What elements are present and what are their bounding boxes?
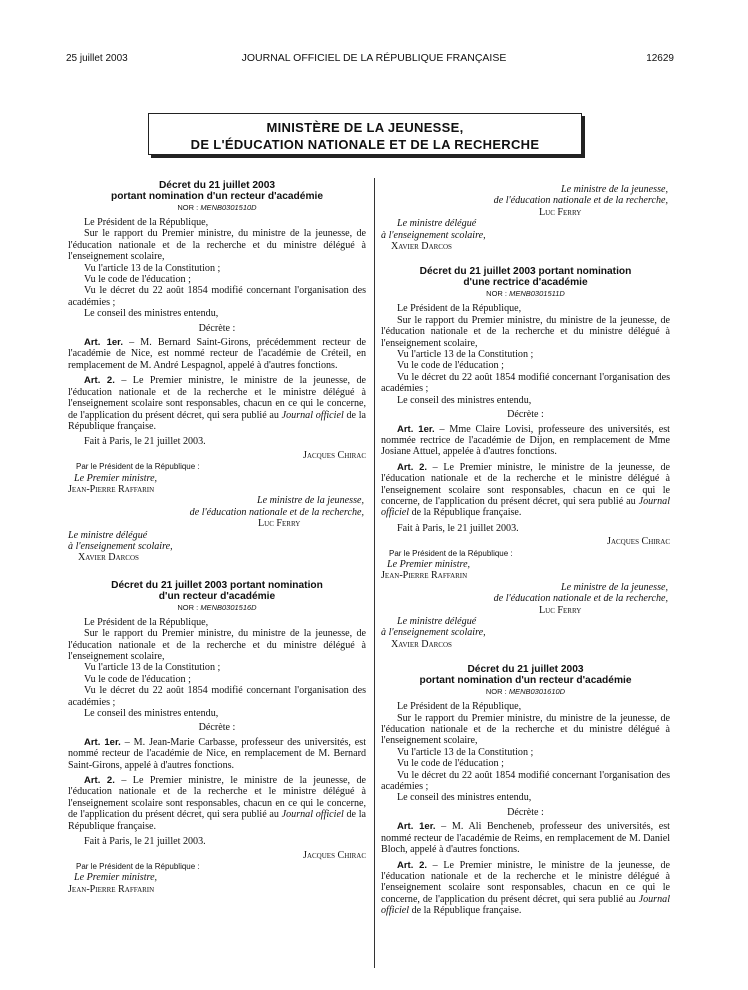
decrete-line: Décrète : [507,806,544,818]
article-1: Art. 1er. – M. Bernard Saint-Girons, précédemment recteur de l'académie de Nice, est nommé recteur de l'académie de Créteil, en remplacement de M. André Lespagnol, appelé à d'autres fonctions. [68,337,366,371]
decree-title: Décret du 21 juillet 2003 [158,180,276,191]
vu-decret: Vu le décret du 22 août 1854 modifié concernant l'organisation des académies ; [381,769,670,793]
delegate-title-1: Le ministre délégué [68,529,148,541]
fait-line: Fait à Paris, le 21 juillet 2003. [84,436,206,448]
decree-4 [381,664,670,916]
article-1: Art. 1er. – Mme Claire Lovisi, professeure des universités, est nommée rectrice de l'académie de Dijon, en remplacement de Mme Josiane Attuel, appelée à d'autres fonctions. [381,423,670,458]
delegate-title-2: à l'enseignement scolaire, [381,627,486,639]
decree-3 [381,266,670,650]
decrete-line: Décrète : [198,322,236,334]
decree-title: Décret du 21 juillet 2003 [467,664,584,676]
ministry-box [148,113,582,155]
decree-2-signatures [381,184,670,252]
article-1: Art. 1er. – M. Ali Bencheneb, professeur des universités, est nommé recteur de l'académie de Reims, en remplacement de M. Daniel Bloch, appelé à d'autres fonctions. [381,821,670,856]
vu-decret: Vu le décret du 22 août 1854 modifié concernant l'organisation des académies ; [381,371,670,395]
vu-code: Vu le code de l'éducation ; [397,758,504,770]
ministry-line-1: MINISTÈRE DE LA JEUNESSE, [266,120,464,135]
president-line: Le Président de la République, [84,616,209,628]
nor-reference: NOR : MENB0301516D [177,602,257,612]
header-title: JOURNAL OFFICIEL DE LA RÉPUBLIQUE FRANÇAISE [241,52,507,64]
conseil-line: Le conseil des ministres entendu, [84,308,219,320]
delegate-name: Xavier Darcos [78,552,139,564]
column-divider [374,178,375,968]
vu-decret: Vu le décret du 22 août 1854 modifié concernant l'organisation des académies ; [68,285,366,308]
fait-line: Fait à Paris, le 21 juillet 2003. [84,836,206,848]
decree-title: Décret du 21 juillet 2003 portant nomination [419,266,632,278]
minister-name: Luc Ferry [539,604,582,616]
pm-name: Jean-Pierre Raffarin [381,570,468,582]
pm-title: Le Premier ministre, [387,558,471,570]
decree-1 [68,180,366,564]
minister-title-2: de l'éducation nationale et de la recherche, [189,506,364,518]
decree-subtitle: d'une rectrice d'académie [463,277,588,289]
minister-title-2: de l'éducation nationale et de la recherche, [493,195,668,207]
vu-constitution: Vu l'article 13 de la Constitution ; [84,262,221,274]
decree-title: Décret du 21 juillet 2003 portant nomination [111,579,323,591]
decrete-line: Décrète : [198,722,236,734]
delegate-name: Xavier Darcos [391,241,452,253]
right-column [381,184,670,917]
nor-reference: NOR : MENB0301511D [486,289,565,299]
vu-code: Vu le code de l'éducation ; [84,673,191,685]
vu-code: Vu le code de l'éducation ; [84,274,191,286]
ministry-line-2: DE L'ÉDUCATION NATIONALE ET DE LA RECHERCHE [190,137,540,152]
article-2: Art. 2. – Le Premier ministre, le ministre de la jeunesse, de l'éducation nationale et de la recherche et le ministre délégué à l'enseignement scolaire sont responsables, chacun en ce qui le concerne, de l'application du présent décret, qui sera publié au Journal officiel de la République française. [381,461,670,519]
vu-constitution: Vu l'article 13 de la Constitution ; [84,662,221,674]
vu-decret: Vu le décret du 22 août 1854 modifié concernant l'organisation des académies ; [68,685,366,708]
decrete-line: Décrète : [507,409,544,421]
par-president: Par le Président de la République : [76,462,200,472]
decree-2 [68,580,366,895]
article-1: Art. 1er. – M. Jean-Marie Carbasse, professeur des universités, est nommé recteur de l'académie de Nice, en remplacement de M. Bernard Saint-Girons, appelé à d'autres fonctions. [68,736,366,771]
pm-name: Jean-Pierre Raffarin [68,883,155,895]
president-line: Le Président de la République, [397,303,522,315]
conseil-line: Le conseil des ministres entendu, [397,792,532,804]
par-president: Par le Président de la République : [76,861,200,871]
left-column [68,180,366,895]
delegate-title-2: à l'enseignement scolaire, [68,540,173,552]
president-line: Le Président de la République, [84,217,209,228]
president-line: Le Président de la République, [397,701,522,713]
decree-subtitle: d'un recteur d'académie [158,590,276,602]
vu-constitution: Vu l'article 13 de la Constitution ; [397,746,534,758]
vu-code: Vu le code de l'éducation ; [397,360,504,372]
minister-name: Luc Ferry [539,206,582,218]
nor-reference: NOR : MENB0301610D [485,687,566,697]
rapport-text: Sur le rapport du Premier ministre, du ministre de la jeunesse, de l'éducation nationale et de la recherche et du ministre délégué à l'enseignement scolaire, [381,314,670,349]
pm-title: Le Premier ministre, [74,472,158,484]
minister-title-1: Le ministre de la jeunesse, [561,581,668,593]
fait-line: Fait à Paris, le 21 juillet 2003. [397,522,519,534]
article-2: Art. 2. – Le Premier ministre, le ministre de la jeunesse, de l'éducation nationale et de la recherche et le ministre délégué à l'enseignement scolaire sont responsables, chacun en ce qui le concerne, de l'application du présent décret, qui sera publié au Journal officiel de la République française. [381,859,670,917]
article-2: Art. 2. – Le Premier ministre, le ministre de la jeunesse, de l'éducation nationale et de la recherche et le ministre délégué à l'enseignement scolaire sont responsables, chacun en ce qui le concerne, de l'application du présent décret, qui sera publié au Journal officiel de la République française. [68,375,366,432]
decree-subtitle: portant nomination d'un recteur d'académie [110,191,324,202]
article-2: Art. 2. – Le Premier ministre, le ministre de la jeunesse, de l'éducation nationale et de la recherche et le ministre délégué à l'enseignement scolaire sont responsables, chacun en ce qui le concerne, de l'application du présent décret, qui sera publié au Journal officiel de la République française. [68,775,366,832]
minister-title-1: Le ministre de la jeunesse, [257,495,364,507]
delegate-title-1: Le ministre délégué [397,218,477,230]
signature-chirac: Jacques Chirac [303,449,366,461]
delegate-title-2: à l'enseignement scolaire, [381,229,486,241]
vu-constitution: Vu l'article 13 de la Constitution ; [397,349,534,361]
delegate-name: Xavier Darcos [391,638,452,650]
minister-title-2: de l'éducation nationale et de la recherche, [493,593,668,605]
minister-title-1: Le ministre de la jeunesse, [561,184,668,195]
rapport-text: Sur le rapport du Premier ministre, du ministre de la jeunesse, de l'éducation nationale et de la recherche et du ministre délégué à l'enseignement scolaire, [68,228,366,263]
rapport-text: Sur le rapport du Premier ministre, du ministre de la jeunesse, de l'éducation nationale et de la recherche et du ministre délégué à l'enseignement scolaire, [68,628,366,662]
page-header [0,50,748,66]
header-date: 25 juillet 2003 [66,53,128,64]
signature-chirac: Jacques Chirac [607,536,670,548]
conseil-line: Le conseil des ministres entendu, [397,394,532,406]
delegate-title-1: Le ministre délégué [397,616,477,627]
conseil-line: Le conseil des ministres entendu, [84,708,219,720]
signature-chirac: Jacques Chirac [303,849,366,861]
decree-subtitle: portant nomination d'un recteur d'académie [419,675,632,687]
minister-name: Luc Ferry [258,518,301,530]
page-number: 12629 [646,53,674,64]
par-president: Par le Président de la République : [389,548,513,558]
pm-title: Le Premier ministre, [74,872,158,884]
pm-name: Jean-Pierre Raffarin [68,483,155,495]
nor-reference: NOR : MENB0301510D [177,203,257,212]
rapport-text: Sur le rapport du Premier ministre, du ministre de la jeunesse, de l'éducation nationale et de la recherche et du ministre délégué à l'enseignement scolaire, [381,712,670,747]
